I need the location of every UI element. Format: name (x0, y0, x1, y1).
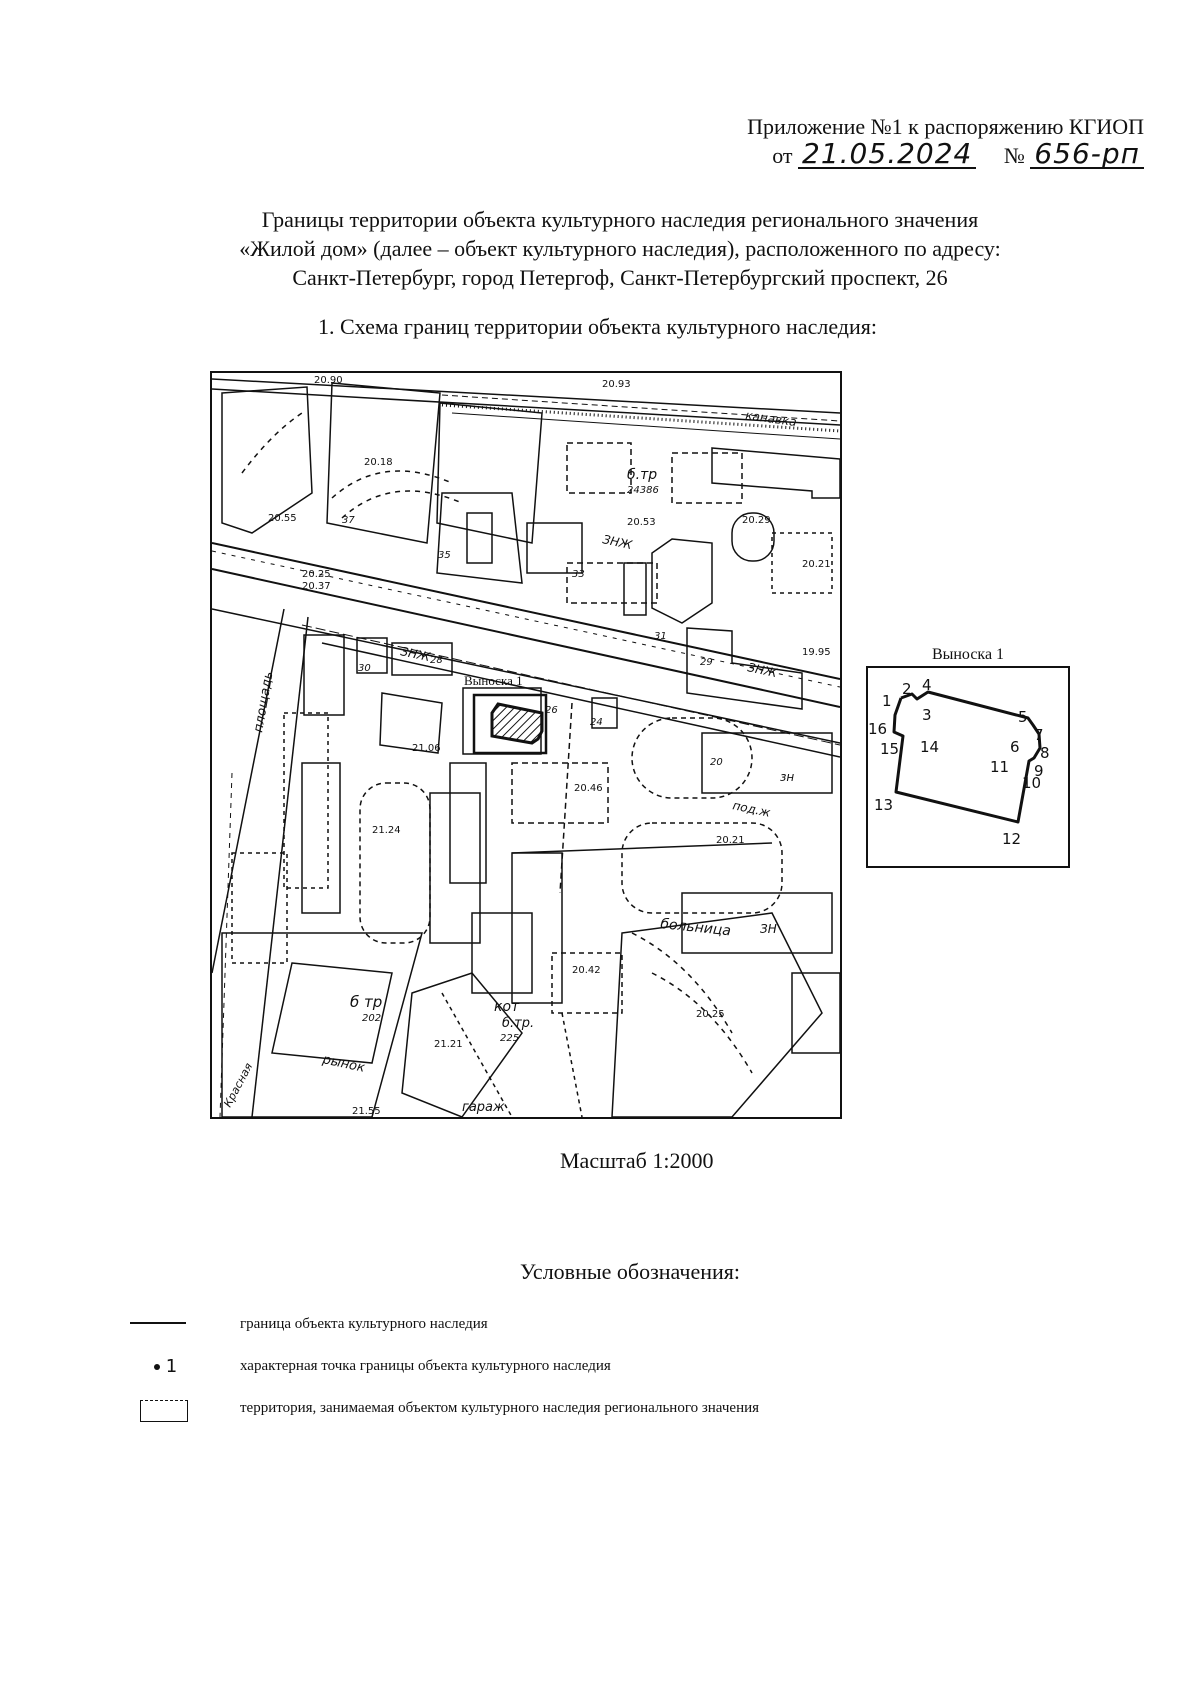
elev-18: 21.55 (352, 1106, 381, 1117)
label-num-20: 20 (710, 757, 723, 768)
scheme-heading: 1. Схема границ территории объекта культурного наследия: (318, 314, 878, 339)
label-num-31: 31 (654, 631, 667, 642)
point-dot-icon (154, 1364, 160, 1370)
number-prefix: № (1003, 143, 1025, 168)
label-krasnaya: Красная (221, 1060, 256, 1110)
label-kot: кот (494, 999, 520, 1015)
label-num-29: 29 (700, 657, 713, 668)
elev-6: 20.25 (302, 569, 331, 580)
callout-point-14: 14 (920, 738, 940, 756)
label-num-225: 225 (500, 1033, 520, 1044)
label-znzh-1: ЗНЖ (601, 532, 634, 553)
callout-point-13: 13 (874, 796, 894, 814)
title-line-3: Санкт-Петербург, город Петергоф, Санкт-Петербургский проспект, 26 (292, 265, 948, 290)
label-kanavka: канавка (744, 408, 798, 430)
appendix-line: Приложение №1 к распоряжению КГИОП (747, 114, 1144, 139)
elev-8: 20.55 (268, 513, 297, 524)
callout-point-12: 12 (1002, 830, 1022, 848)
callout-point-11: 11 (990, 758, 1010, 776)
label-zn-2: ЗН (760, 922, 777, 936)
callout-point-3: 3 (922, 706, 932, 724)
callout-point-5: 5 (1018, 708, 1028, 726)
label-bt-bottom: б тр (350, 993, 383, 1011)
callout-point-8: 8 (1040, 744, 1050, 762)
elev-5: 20.29 (742, 515, 771, 526)
legend-point-symbol (154, 1356, 177, 1377)
callout-1 (866, 646, 1070, 868)
label-garazh: гараж (462, 1100, 505, 1115)
label-bolnitsa: больница (659, 916, 732, 940)
callout-frame (866, 666, 1070, 868)
legend-territory-symbol (140, 1400, 188, 1422)
legend-item-territory: территория, занимаемая объектом культурного наследия регионального значения (240, 1400, 760, 1416)
label-num-35: 35 (438, 550, 451, 561)
label-num-30: 30 (358, 663, 371, 674)
label-ploshchad: площадь (251, 670, 277, 734)
elev-7: 20.37 (302, 581, 331, 592)
elev-15: 20.42 (572, 965, 601, 976)
legend-title: Условные обозначения: (520, 1259, 741, 1284)
map-svg (212, 373, 840, 1117)
map-scale: Масштаб 1:2000 (560, 1148, 714, 1173)
top-blocks (222, 383, 840, 709)
elev-14: 20.21 (716, 835, 745, 846)
elev-1: 20.90 (314, 375, 343, 386)
order-date: 21.05.2024 (798, 141, 976, 169)
label-zn-1: зн (780, 770, 795, 784)
title-line-2: «Жилой дом» (далее – объект культурного наследия), расположенного по адресу: (239, 236, 1001, 261)
elev-3: 20.18 (364, 457, 393, 468)
title-line-1: Границы территории объекта культурного наследия регионального значения (261, 207, 979, 232)
order-number: 656-рп (1030, 141, 1144, 169)
elev-13: 21.24 (372, 825, 401, 836)
callout-point-15: 15 (880, 740, 900, 758)
label-znzh-3: ЗНЖ (399, 644, 432, 665)
label-num-24: 24 (590, 717, 603, 728)
label-num-28: 28 (430, 655, 443, 666)
document-title (0, 205, 1200, 292)
label-znzh-2: ЗНЖ (746, 660, 779, 681)
label-vynoska: Выноска 1 (464, 673, 523, 688)
date-prefix: от (772, 143, 793, 168)
elev-17: 21.21 (434, 1039, 463, 1050)
legend-point-number: 1 (165, 1356, 178, 1377)
label-bt-mid: б.тр. (502, 1016, 535, 1031)
elev-16: 20.25 (696, 1009, 725, 1020)
document-header (747, 112, 1144, 170)
callout-point-9: 9 (1034, 762, 1044, 780)
label-num-37: 37 (342, 515, 355, 526)
label-24386: 24386 (627, 485, 659, 496)
elev-9: 20.21 (802, 559, 831, 570)
elev-11: 21.06 (412, 743, 441, 754)
callout-point-4: 4 (922, 676, 932, 694)
label-pod-zh: под.ж (731, 798, 772, 820)
callout-point-2: 2 (902, 680, 912, 698)
callout-point-6: 6 (1010, 738, 1020, 756)
label-rynok: рынок (321, 1052, 367, 1076)
legend-item-boundary: граница объекта культурного наследия (240, 1316, 488, 1332)
callout-point-16: 16 (868, 720, 888, 738)
label-num-33: 33 (572, 569, 585, 580)
elev-12: 20.46 (574, 783, 603, 794)
callout-point-1: 1 (882, 692, 892, 710)
label-num-202: 202 (362, 1013, 382, 1024)
elev-2: 20.93 (602, 379, 631, 390)
label-bt-top: б.тр (627, 467, 658, 483)
legend-item-point: характерная точка границы объекта культурного наследия (240, 1358, 611, 1374)
callout-point-10: 10 (1022, 774, 1042, 792)
label-num-26: 26 (545, 705, 558, 716)
elev-4: 20.53 (627, 517, 656, 528)
callout-point-7: 7 (1034, 726, 1044, 744)
cadastral-map (210, 371, 842, 1119)
callout-label: Выноска 1 (931, 646, 1005, 663)
legend-line-symbol (130, 1322, 186, 1324)
order-date-line (747, 137, 1144, 170)
elev-10: 19.95 (802, 647, 831, 658)
bottom-blocks (222, 913, 840, 1117)
